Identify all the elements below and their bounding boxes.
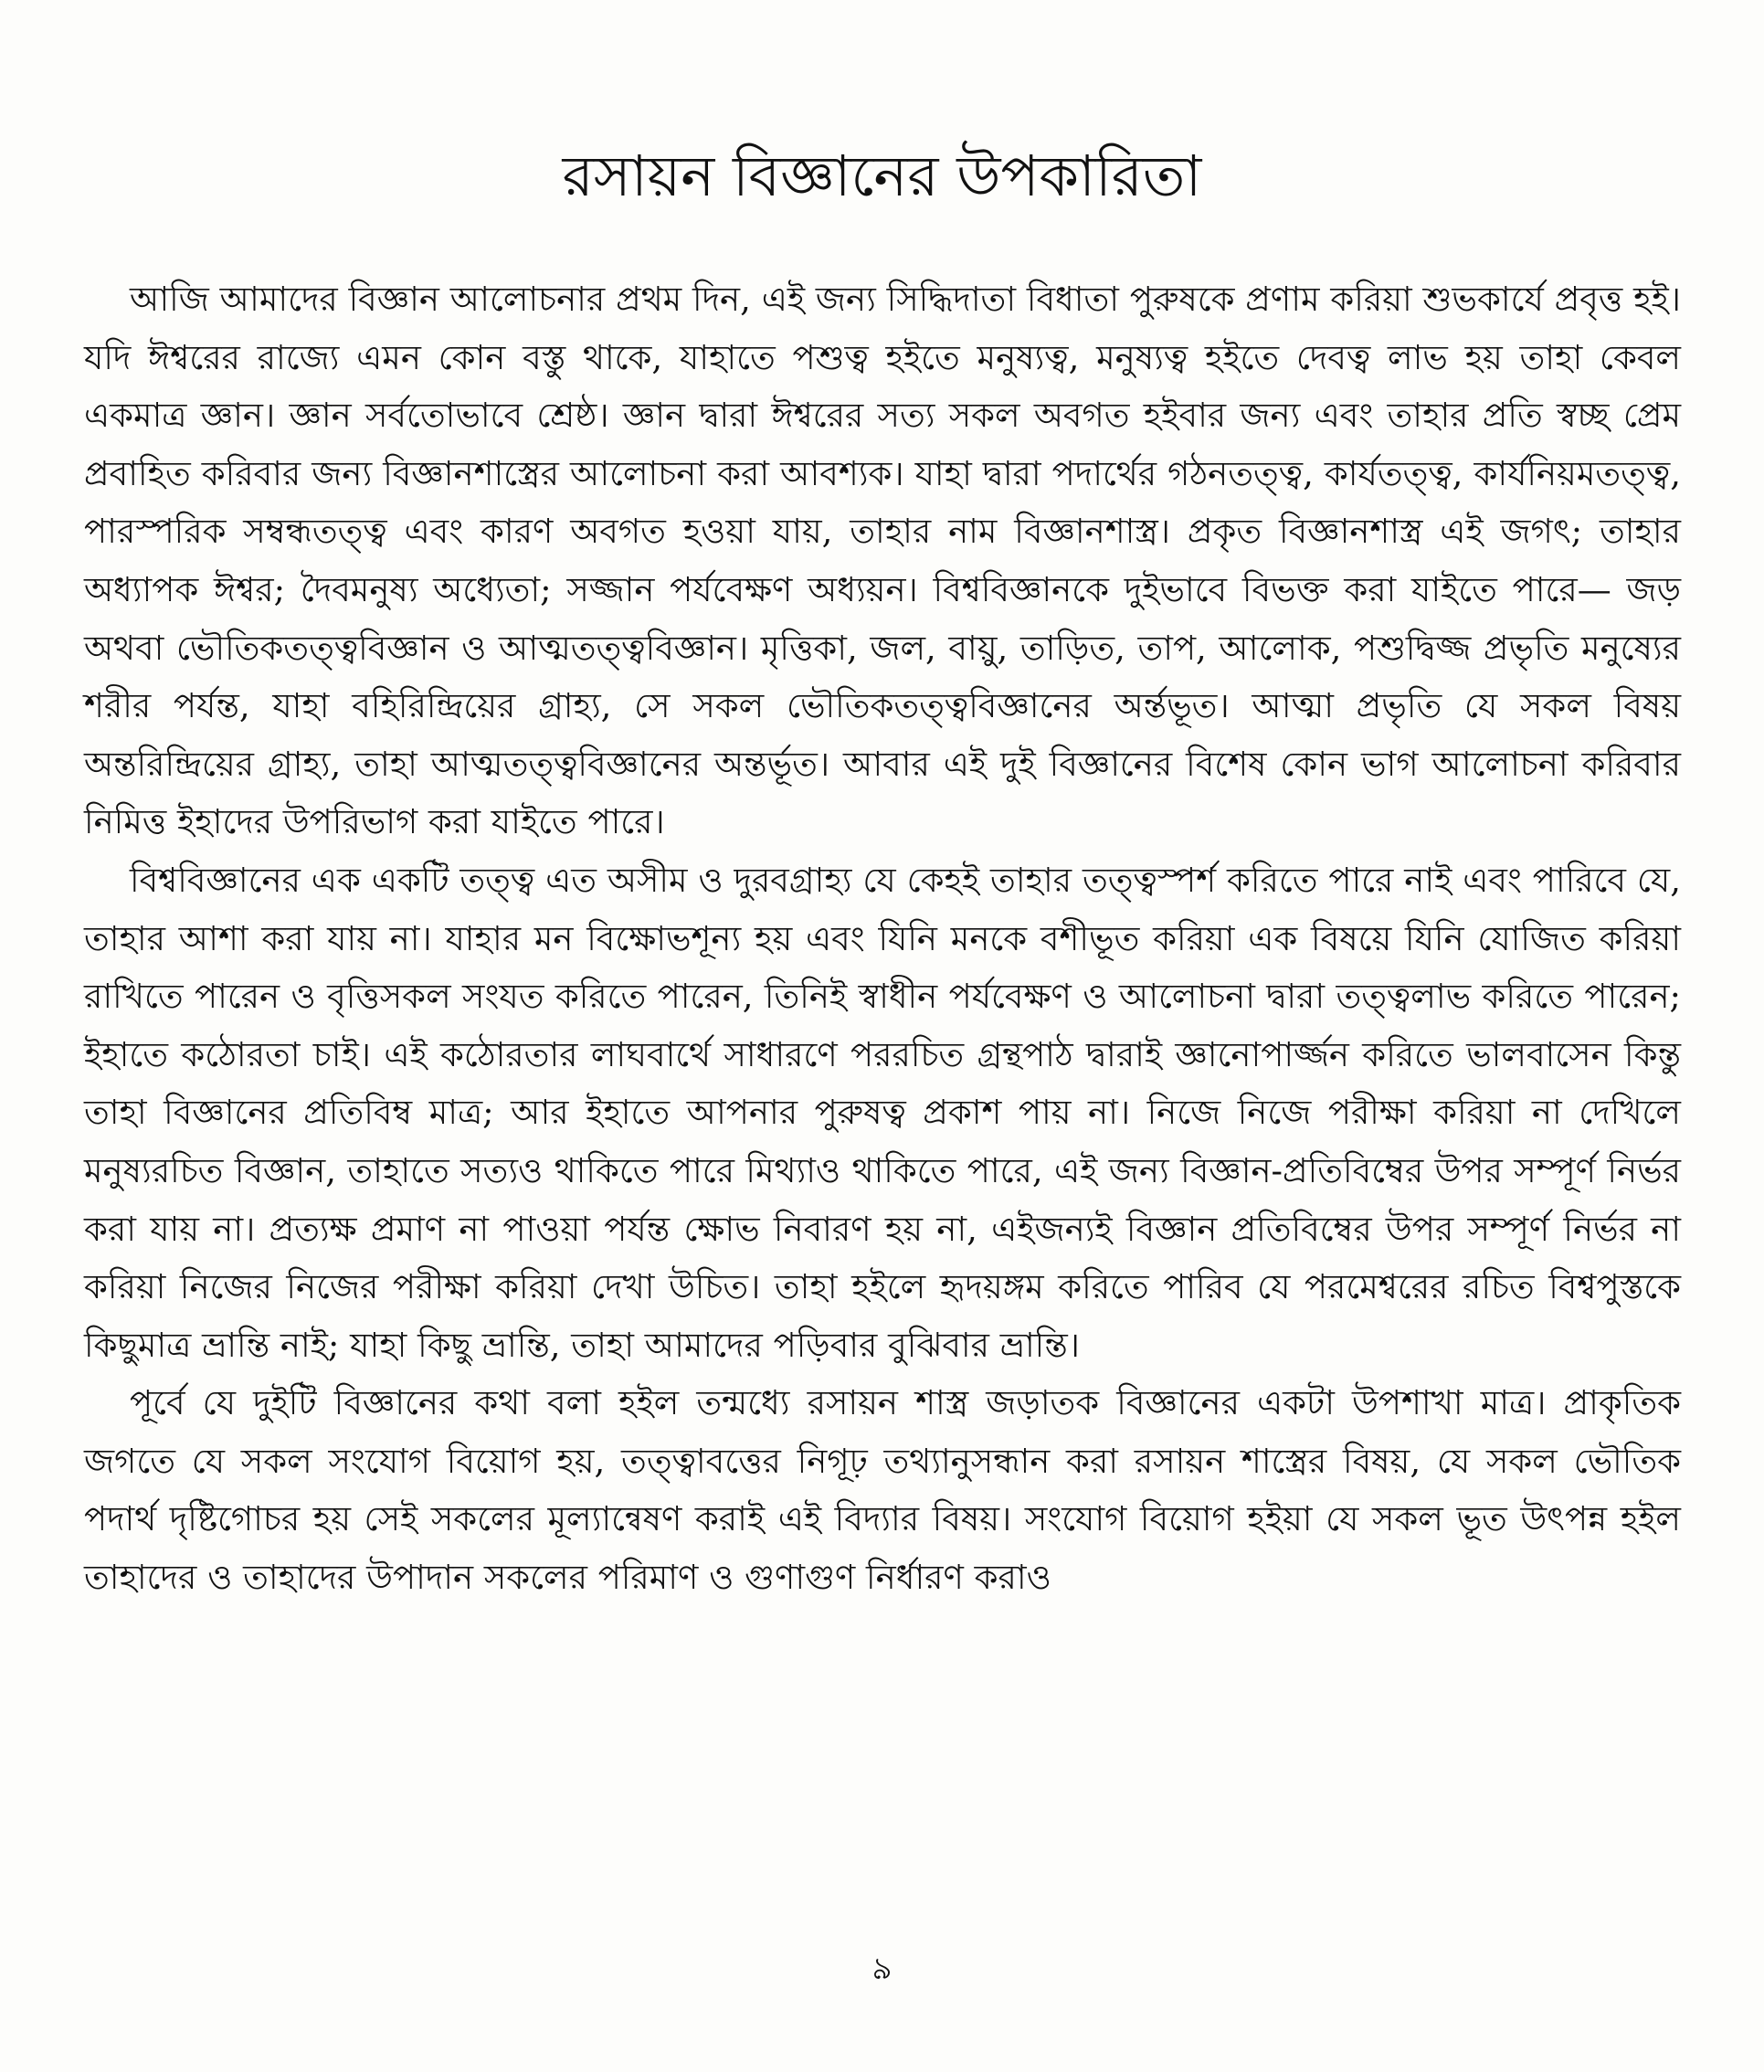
paragraph-2: বিশ্ববিজ্ঞানের এক একটি তত্ত্ব এত অসীম ও দুরবগ্রাহ্য যে কেহই তাহার তত্ত্বস্পর্শ করিতে পারে নাই এবং পারিবে যে, তাহার আশা করা যায় না। যাহার মন বিক্ষোভশূন্য হয় এবং যিনি মনকে বশীভূত করিয়া এক বিষয়ে যিনি যোজিত করিয়া রাখিতে পারেন ও বৃত্তিসকল সংযত করিতে পারেন, তিনিই স্বাধীন পর্যবেক্ষণ ও আলোচনা দ্বারা তত্ত্বলাভ করিতে পারেন; ইহাতে কঠোরতা চাই। এই কঠোরতার লাঘবার্থে সাধারণে পররচিত গ্রন্থপাঠ দ্বারাই জ্ঞানোপার্জ্জন করিতে ভালবাসেন কিন্তু তাহা বিজ্ঞানের প্রতিবিম্ব মাত্র; আর ইহাতে আপনার পুরুষত্ব প্রকাশ পায় না। নিজে নিজে পরীক্ষা করিয়া না দেখিলে মনুষ্যরচিত বিজ্ঞান, তাহাতে সত্যও থাকিতে পারে মিথ্যাও থাকিতে পারে, এই জন্য বিজ্ঞান-প্রতিবিম্বের উপর সম্পূর্ণ নির্ভর করা যায় না। প্রত্যক্ষ প্রমাণ না পাওয়া পর্যন্ত ক্ষোভ নিবারণ হয় না, এইজন্যই বিজ্ঞান প্রতিবিম্বের উপর সম্পূর্ণ নির্ভর না করিয়া নিজের নিজের পরীক্ষা করিয়া দেখা উচিত। তাহা হইলে হৃদয়ঙ্গম করিতে পারিব যে পরমেশ্বরের রচিত বিশ্বপুস্তকে কিছুমাত্র ভ্রান্তি নাই; যাহা কিছু ভ্রান্তি, তাহা আমাদের পড়িবার বুঝিবার ভ্রান্তি।: [84, 860, 1681, 1365]
body-text: [84, 270, 1681, 1607]
paragraph-1: আজি আমাদের বিজ্ঞান আলোচনার প্রথম দিন, এই জন্য সিদ্ধিদাতা বিধাতা পুরুষকে প্রণাম করিয়া শুভকার্যে প্রবৃত্ত হই। যদি ঈশ্বরের রাজ্যে এমন কোন বস্তু থাকে, যাহাতে পশুত্ব হইতে মনুষ্যত্ব, মনুষ্যত্ব হইতে দেবত্ব লাভ হয় তাহা কেবল একমাত্র জ্ঞান। জ্ঞান সর্বতোভাবে শ্রেষ্ঠ। জ্ঞান দ্বারা ঈশ্বরের সত্য সকল অবগত হইবার জন্য এবং তাহার প্রতি স্বচ্ছ প্রেম প্রবাহিত করিবার জন্য বিজ্ঞানশাস্ত্রের আলোচনা করা আবশ্যক। যাহা দ্বারা পদার্থের গঠনতত্ত্ব, কার্যতত্ত্ব, কার্যনিয়মতত্ত্ব, পারস্পরিক সম্বন্ধতত্ত্ব এবং কারণ অবগত হওয়া যায়, তাহার নাম বিজ্ঞানশাস্ত্র। প্রকৃত বিজ্ঞানশাস্ত্র এই জগৎ; তাহার অধ্যাপক ঈশ্বর; দৈবমনুষ্য অধ্যেতা; সজ্জান পর্যবেক্ষণ অধ্যয়ন। বিশ্ববিজ্ঞানকে দুইভাবে বিভক্ত করা যাইতে পারে— জড় অথবা ভৌতিকতত্ত্ববিজ্ঞান ও আত্মতত্ত্ববিজ্ঞান। মৃত্তিকা, জল, বায়ু, তাড়িত, তাপ, আলোক, পশুদ্বিজ্জ প্রভৃতি মনুষ্যের শরীর পর্যন্ত, যাহা বহিরিন্দ্রিয়ের গ্রাহ্য, সে সকল ভৌতিকতত্ত্ববিজ্ঞানের অর্ন্তভূত। আত্মা প্রভৃতি যে সকল বিষয় অন্তরিন্দ্রিয়ের গ্রাহ্য, তাহা আত্মতত্ত্ববিজ্ঞানের অন্তর্ভূত। আবার এই দুই বিজ্ঞানের বিশেষ কোন ভাগ আলোচনা করিবার নিমিত্ত ইহাদের উপরিভাগ করা যাইতে পারে।: [84, 280, 1681, 842]
page-number: ৯: [871, 1950, 893, 1987]
paragraph-3: পূর্বে যে দুইটি বিজ্ঞানের কথা বলা হইল তন্মধ্যে রসায়ন শাস্ত্র জড়াতক বিজ্ঞানের একটা উপশাখা মাত্র। প্রাকৃতিক জগতে যে সকল সংযোগ বিয়োগ হয়, তত্ত্বাবত্তের নিগূঢ় তথ্যানুসন্ধান করা রসায়ন শাস্ত্রের বিষয়, যে সকল ভৌতিক পদার্থ দৃষ্টিগোচর হয় সেই সকলের মূল্যান্বেষণ করাই এই বিদ্যার বিষয়। সংযোগ বিয়োগ হইয়া যে সকল ভূত উৎপন্ন হইল তাহাদের ও তাহাদের উপাদান সকলের পরিমাণ ও গুণাগুণ নির্ধারণ করাও: [84, 1383, 1681, 1598]
page-title: রসায়ন বিজ্ঞানের উপকারিতা: [562, 143, 1202, 209]
